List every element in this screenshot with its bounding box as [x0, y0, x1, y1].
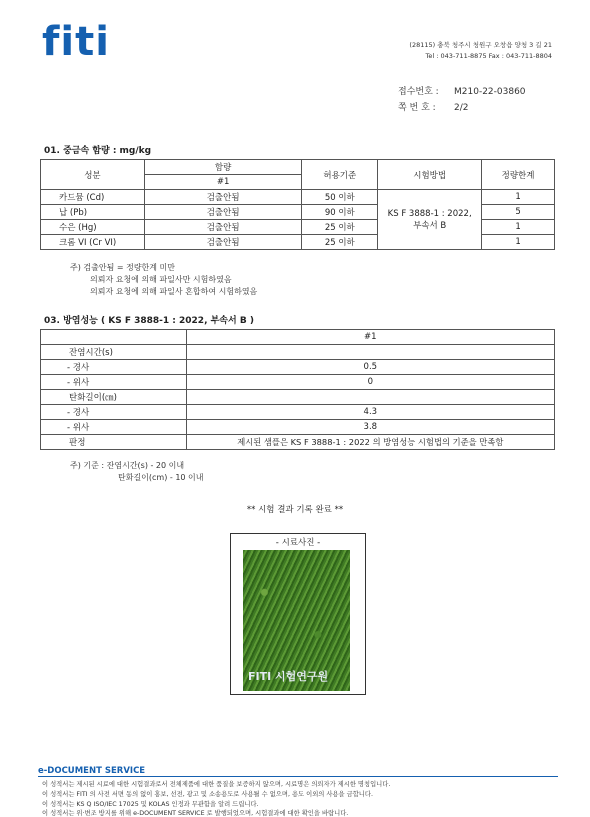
footer-line-2: 이 성적서는 FITI 의 사전 서면 동의 없이 홍보, 선전, 광고 및 소송용도로 사용될 수 없으며, 용도 이외의 사용을 금합니다.: [42, 791, 373, 798]
table-row: [41, 375, 555, 390]
limit-cell: 25 이하: [302, 235, 378, 250]
table-row: [41, 420, 555, 435]
flame-retardancy-table: [40, 329, 555, 450]
row-value: 4.3: [186, 405, 554, 420]
limit-cell: 90 이하: [302, 205, 378, 220]
footer-line-4: 이 성적서는 위·변조 방지를 위해 e-DOCUMENT SERVICE 로 발행되었으며, 시험결과에 대한 확인을 바랍니다.: [42, 810, 349, 817]
limit-cell: 25 이하: [302, 220, 378, 235]
quant-cell: 1: [482, 235, 555, 250]
footer-line-1: 이 성적서는 제시된 시료에 대한 시험결과로서 전체제품에 대한 품질을 보증하지 않으며, 시료명은 의뢰자가 제시한 명칭입니다.: [42, 781, 391, 788]
table-row: [41, 435, 555, 450]
quant-cell: 1: [482, 190, 555, 205]
component-cell: 카드뮴 (Cd): [41, 190, 145, 205]
page-label: 쪽 번 호 :: [398, 103, 436, 113]
quant-cell: 5: [482, 205, 555, 220]
section3-title: 03. 방염성능 ( KS F 3888-1 : 2022, 부속서 B ): [44, 316, 254, 326]
header-component: 성분: [41, 160, 145, 190]
tel-fax-line: Tel : 043-711-8875 Fax : 043-711-8804: [425, 52, 552, 60]
row-label: - 위사: [41, 375, 187, 390]
completion-note: ** 시험 결과 기록 완료 **: [246, 505, 344, 515]
quant-cell: 1: [482, 220, 555, 235]
method-cell: [378, 190, 482, 250]
limit-cell: 50 이하: [302, 190, 378, 205]
receipt-value: M210-22-03860: [454, 87, 526, 97]
fiti-logo: fiti: [42, 19, 110, 65]
result-cell: 검출안됨: [144, 205, 302, 220]
row-value: 0: [186, 375, 554, 390]
table-row: [41, 360, 555, 375]
row-value: 0.5: [186, 360, 554, 375]
header-method: 시험방법: [378, 160, 482, 190]
verdict-value: 제시된 샘플은 KS F 3888-1 : 2022 의 방염성능 시험법의 기준을 만족함: [186, 435, 554, 450]
result-cell: 검출안됨: [144, 190, 302, 205]
row-label: 판정: [41, 435, 187, 450]
page-number: [398, 100, 468, 113]
section1-note-1: 주) 검출안됨 = 정량한계 미만: [70, 263, 176, 272]
row-label: - 경사: [41, 405, 187, 420]
table-row: [41, 345, 555, 360]
section1-title: 01. 중금속 함량 : mg/kg: [44, 146, 152, 156]
footer-line-3: 이 성적서는 KS Q ISO/IEC 17025 및 KOLAS 인정과 무관함을 알려 드립니다.: [42, 801, 259, 808]
component-cell: 수은 (Hg): [41, 220, 145, 235]
section3-note-1: 주) 기준 : 잔염시간(s) - 20 이내: [70, 461, 185, 470]
sample-photo-caption: - 시료사진 -: [275, 538, 321, 548]
page-value: 2/2: [454, 103, 469, 113]
empty-header-cell: [41, 330, 187, 345]
row-label: - 경사: [41, 360, 187, 375]
e-document-service-title: e-DOCUMENT SERVICE: [38, 766, 146, 776]
header-quant-limit: 정량한계: [482, 160, 555, 190]
component-cell: 납 (Pb): [41, 205, 145, 220]
row-value: [186, 345, 554, 360]
header-content: 함량: [144, 160, 302, 175]
row-value: [186, 390, 554, 405]
row-value: 3.8: [186, 420, 554, 435]
receipt-number: [398, 84, 526, 97]
photo-watermark: FITI 시험연구원: [248, 670, 329, 683]
heavy-metal-table: [40, 159, 555, 250]
section1-note-2: 의뢰자 요청에 의해 파일사만 시험하였음: [90, 275, 232, 284]
table-row: [41, 190, 555, 205]
header-limit: 허용기준: [302, 160, 378, 190]
footer-divider: [38, 776, 558, 777]
sample-header: #1: [186, 330, 554, 345]
row-label: 탄화길이(㎝): [41, 390, 187, 405]
row-label: 잔염시간(s): [41, 345, 187, 360]
method-line1: KS F 3888-1 : 2022,: [387, 208, 472, 219]
section1-note-3: 의뢰자 요청에 의해 파일사 혼합하여 시험하였음: [90, 287, 258, 296]
result-cell: 검출안됨: [144, 220, 302, 235]
method-line2: 부속서 B: [413, 220, 447, 231]
table-row: [41, 405, 555, 420]
component-cell: 크롬 VI (Cr VI): [41, 235, 145, 250]
header-sample: #1: [144, 175, 302, 190]
row-label: - 위사: [41, 420, 187, 435]
table-row: [41, 390, 555, 405]
result-cell: 검출안됨: [144, 235, 302, 250]
section3-note-2: 탄화길이(cm) - 10 이내: [118, 473, 204, 482]
address-line: (28115) 충북 청주시 청원구 오창읍 양청 3 길 21: [409, 41, 552, 49]
receipt-label: 접수번호 :: [398, 87, 439, 97]
